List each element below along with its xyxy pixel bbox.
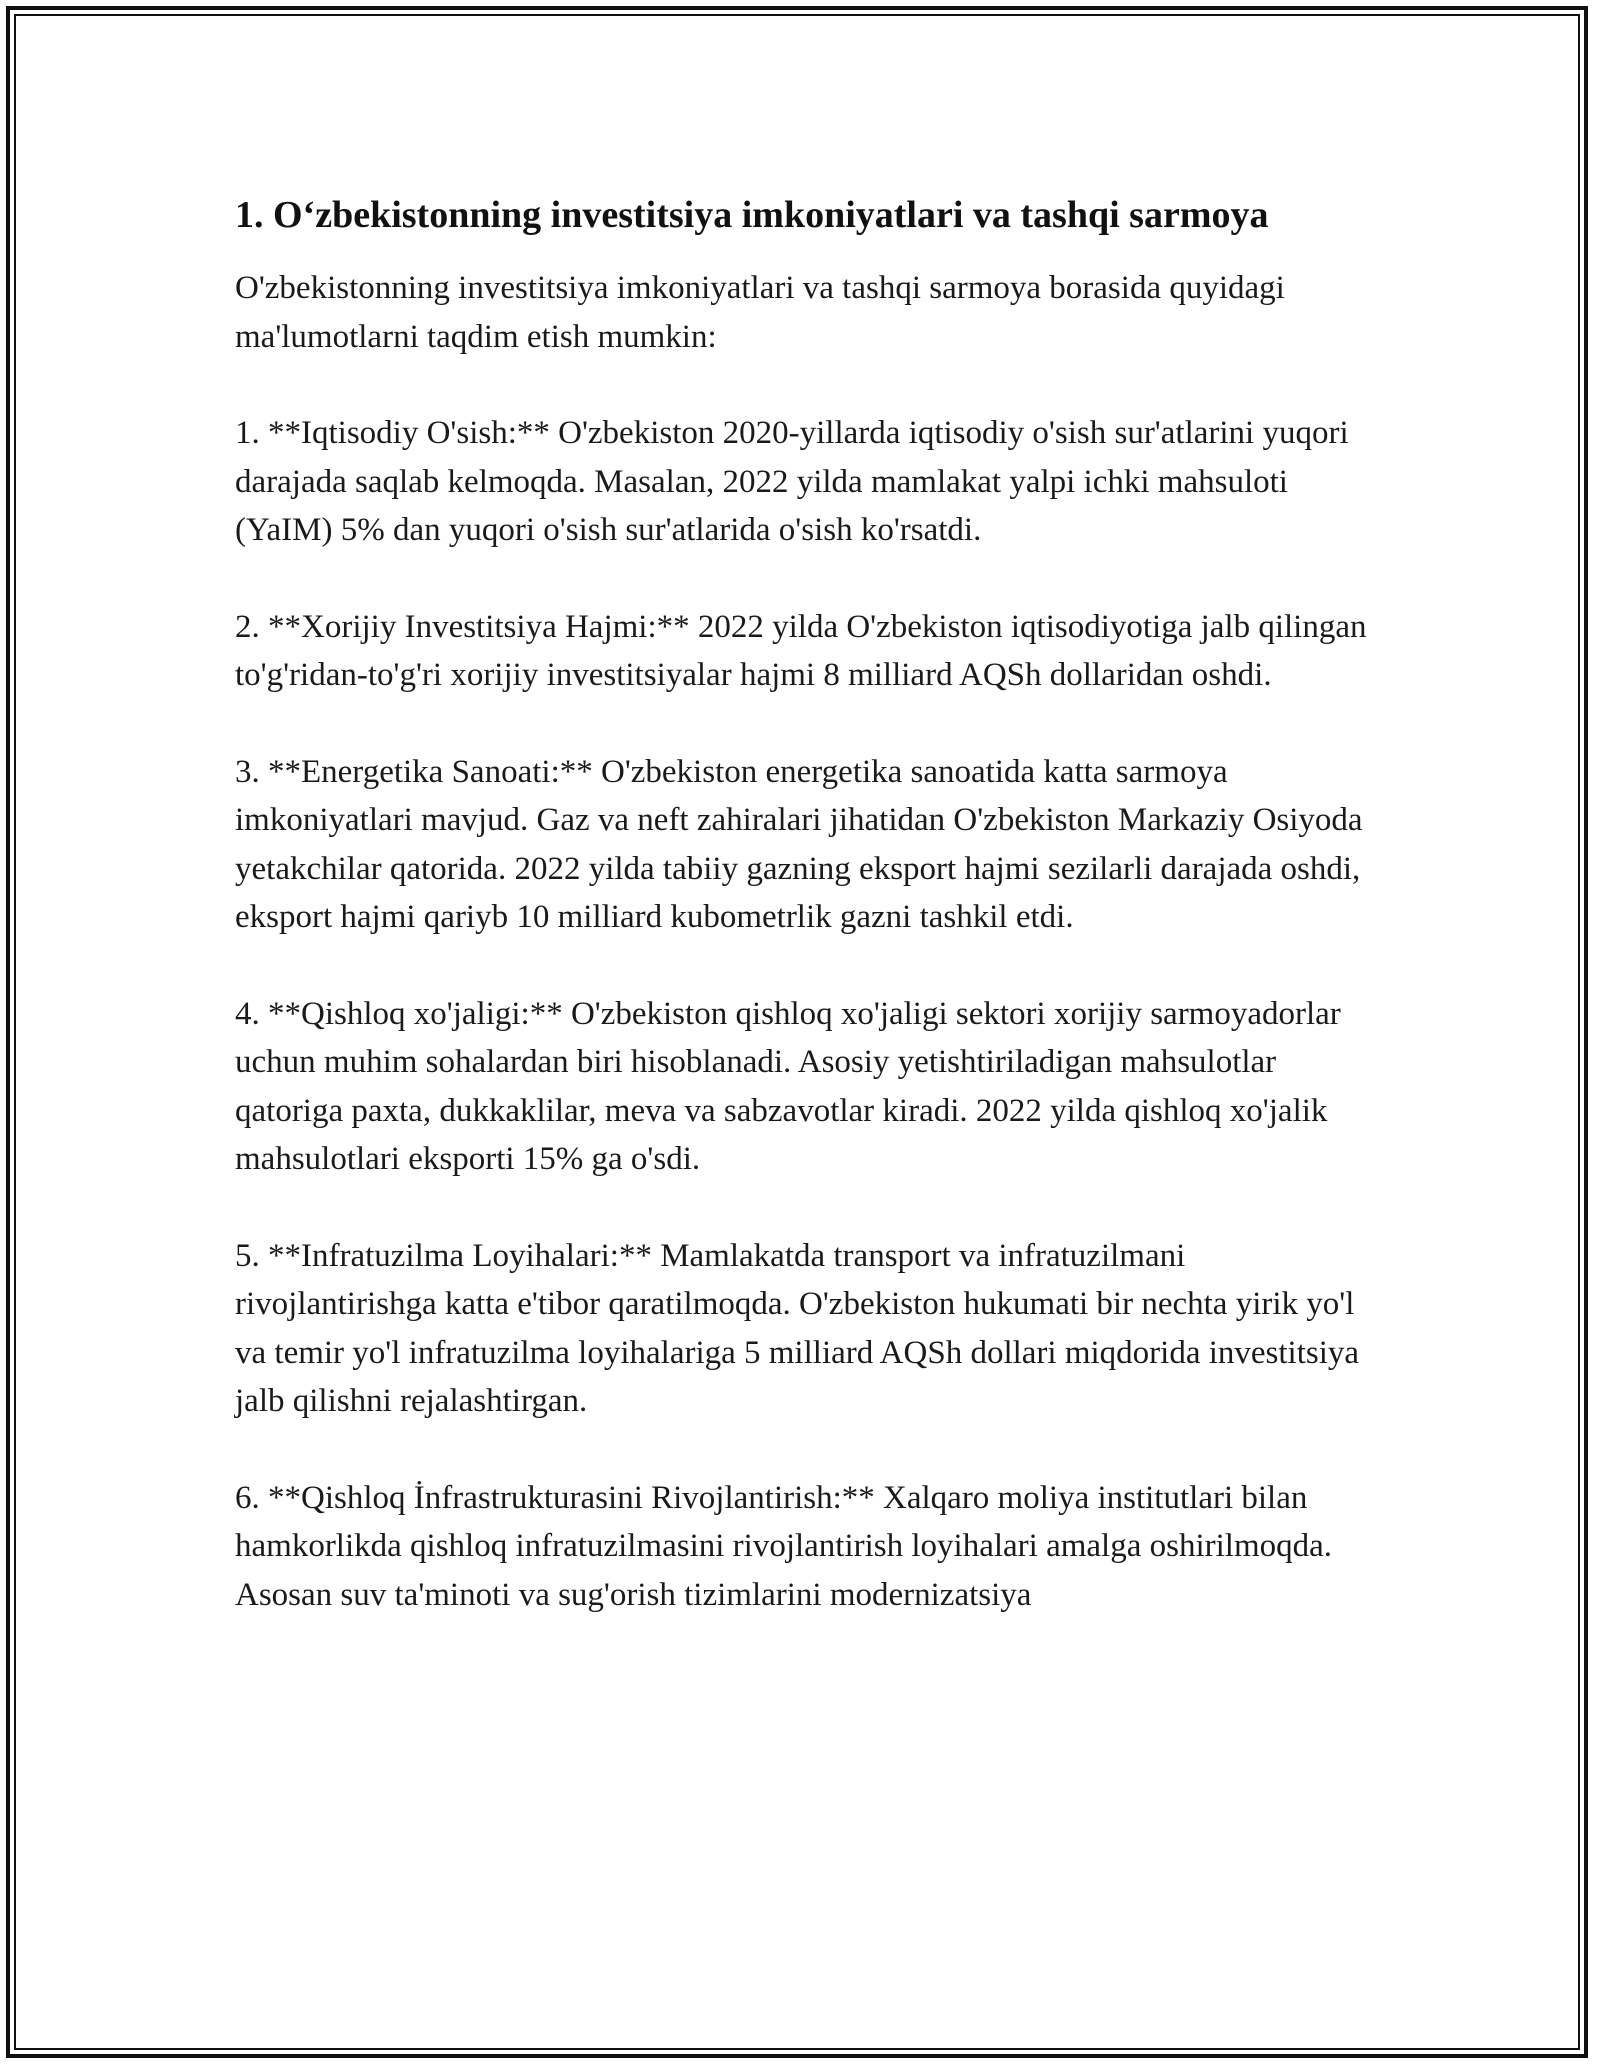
paragraph-energy-industry: 3. **Energetika Sanoati:** O'zbekiston energetika sanoatida katta sarmoya imkoniyatlari mavjud. Gaz va neft zahiralari jihatidan O'zbekiston Markaziy Osiyoda yetakchilar qatorida. 2022 yilda tabiiy gazning eksport hajmi sezilarli darajada oshdi, eksport hajmi qariyb 10 milliard kubometrlik gazni tashkil etdi.	[235, 753, 1363, 935]
paragraph-foreign-investment: 2. **Xorijiy Investitsiya Hajmi:** 2022 yilda O'zbekiston iqtisodiyotiga jalb qilingan to'g'ridan-to'g'ri xorijiy investitsiyalar hajmi 8 milliard AQSh dollaridan oshdi.	[235, 608, 1367, 693]
paragraph-economic-growth: 1. **Iqtisodiy O'sish:** O'zbekiston 2020-yillarda iqtisodiy o'sish sur'atlarini yuqori darajada saqlab kelmoqda. Masalan, 2022 yilda mamlakat yalpi ichki mahsuloti (YaIM) 5% dan yuqori o'sish sur'atlarida o'sish ko'rsatdi.	[235, 415, 1349, 548]
intro-paragraph: O'zbekistonning investitsiya imkoniyatlari va tashqi sarmoya borasida quyidagi ma'lumotlarni taqdim etish mumkin:	[235, 270, 1285, 355]
section-heading: 1. O‘zbekistonning investitsiya imkoniyatlari va tashqi sarmoya	[235, 194, 1269, 236]
document-body	[235, 188, 1375, 1667]
paragraph-rural-infrastructure: 6. **Qishloq İnfrastrukturasini Rivojlantirish:** Xalqaro moliya institutlari bilan hamkorlikda qishloq infratuzilmasini rivojlantirish loyihalari amalga oshirilmoqda. Asosan suv ta'minoti va sug'orish tizimlarini modernizatsiya	[235, 1479, 1333, 1613]
paragraph-infrastructure: 5. **Infratuzilma Loyihalari:** Mamlakatda transport va infratuzilmani rivojlantirishga katta e'tibor qaratilmoqda. O'zbekiston hukumati bir nechta yirik yo'l va temir yo'l infratuzilma loyihalariga 5 milliard AQSh dollari miqdorida investitsiya jalb qilishni rejalashtirgan.	[235, 1237, 1360, 1419]
paragraph-agriculture: 4. **Qishloq xo'jaligi:** O'zbekiston qishloq xo'jaligi sektori xorijiy sarmoyadorlar uchun muhim sohalardan biri hisoblanadi. Asosiy yetishtiriladigan mahsulotlar qatoriga paxta, dukkaklilar, meva va sabzavotlar kiradi. 2022 yilda qishloq xo'jalik mahsulotlari eksporti 15% ga o'sdi.	[235, 995, 1341, 1177]
